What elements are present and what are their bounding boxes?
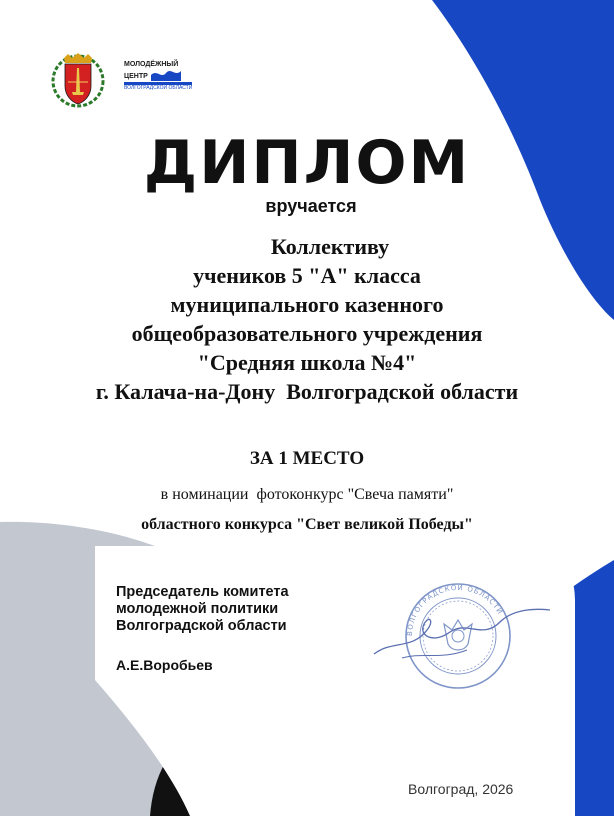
logo-line-3: ВОЛГОГРАДСКОЙ ОБЛАСТИ	[124, 85, 193, 91]
youth-center-logo-icon	[124, 61, 192, 92]
logo-wave-icon	[151, 69, 181, 81]
signer-title-line: Волгоградской области	[116, 618, 287, 634]
signer-name: А.Е.Воробьев	[116, 657, 213, 673]
official-seal-icon	[372, 580, 552, 690]
nomination-text: в номинации фотоконкурс "Свеча памяти"	[160, 486, 454, 503]
recipient-block	[0, 232, 614, 406]
diploma-title: ДИПЛОМ	[143, 128, 471, 198]
recipient-line: общеобразовательного учреждения	[131, 321, 483, 346]
diploma-subtitle: вручается	[265, 196, 357, 216]
recipient-line: "Средняя школа №4"	[197, 350, 417, 375]
volgograd-coat-of-arms-icon	[50, 52, 106, 108]
recipient-line: Коллективу	[270, 234, 390, 259]
contest-text: областного конкурса "Свет великой Победы"	[141, 516, 473, 533]
signer-title-line: Председатель комитета	[116, 584, 289, 600]
place-year: Волгоград, 2026	[408, 781, 514, 797]
recipient-line: учеников 5 "А" класса	[193, 263, 421, 288]
recipient-line: г. Калача-на-Дону Волгоградской области	[95, 379, 519, 404]
award-text: ЗА 1 МЕСТО	[249, 448, 365, 469]
logo-line-2: ЦЕНТР	[124, 73, 148, 80]
recipient-line: муниципального казенного	[170, 292, 444, 317]
signer-title	[116, 584, 289, 635]
seal-text: ВОЛГОГРАДСКОЙ ОБЛАСТИ	[405, 583, 505, 637]
logo-line-1: МОЛОДЁЖНЫЙ	[124, 61, 179, 68]
signer-title-line: молодежной политики	[116, 601, 279, 617]
